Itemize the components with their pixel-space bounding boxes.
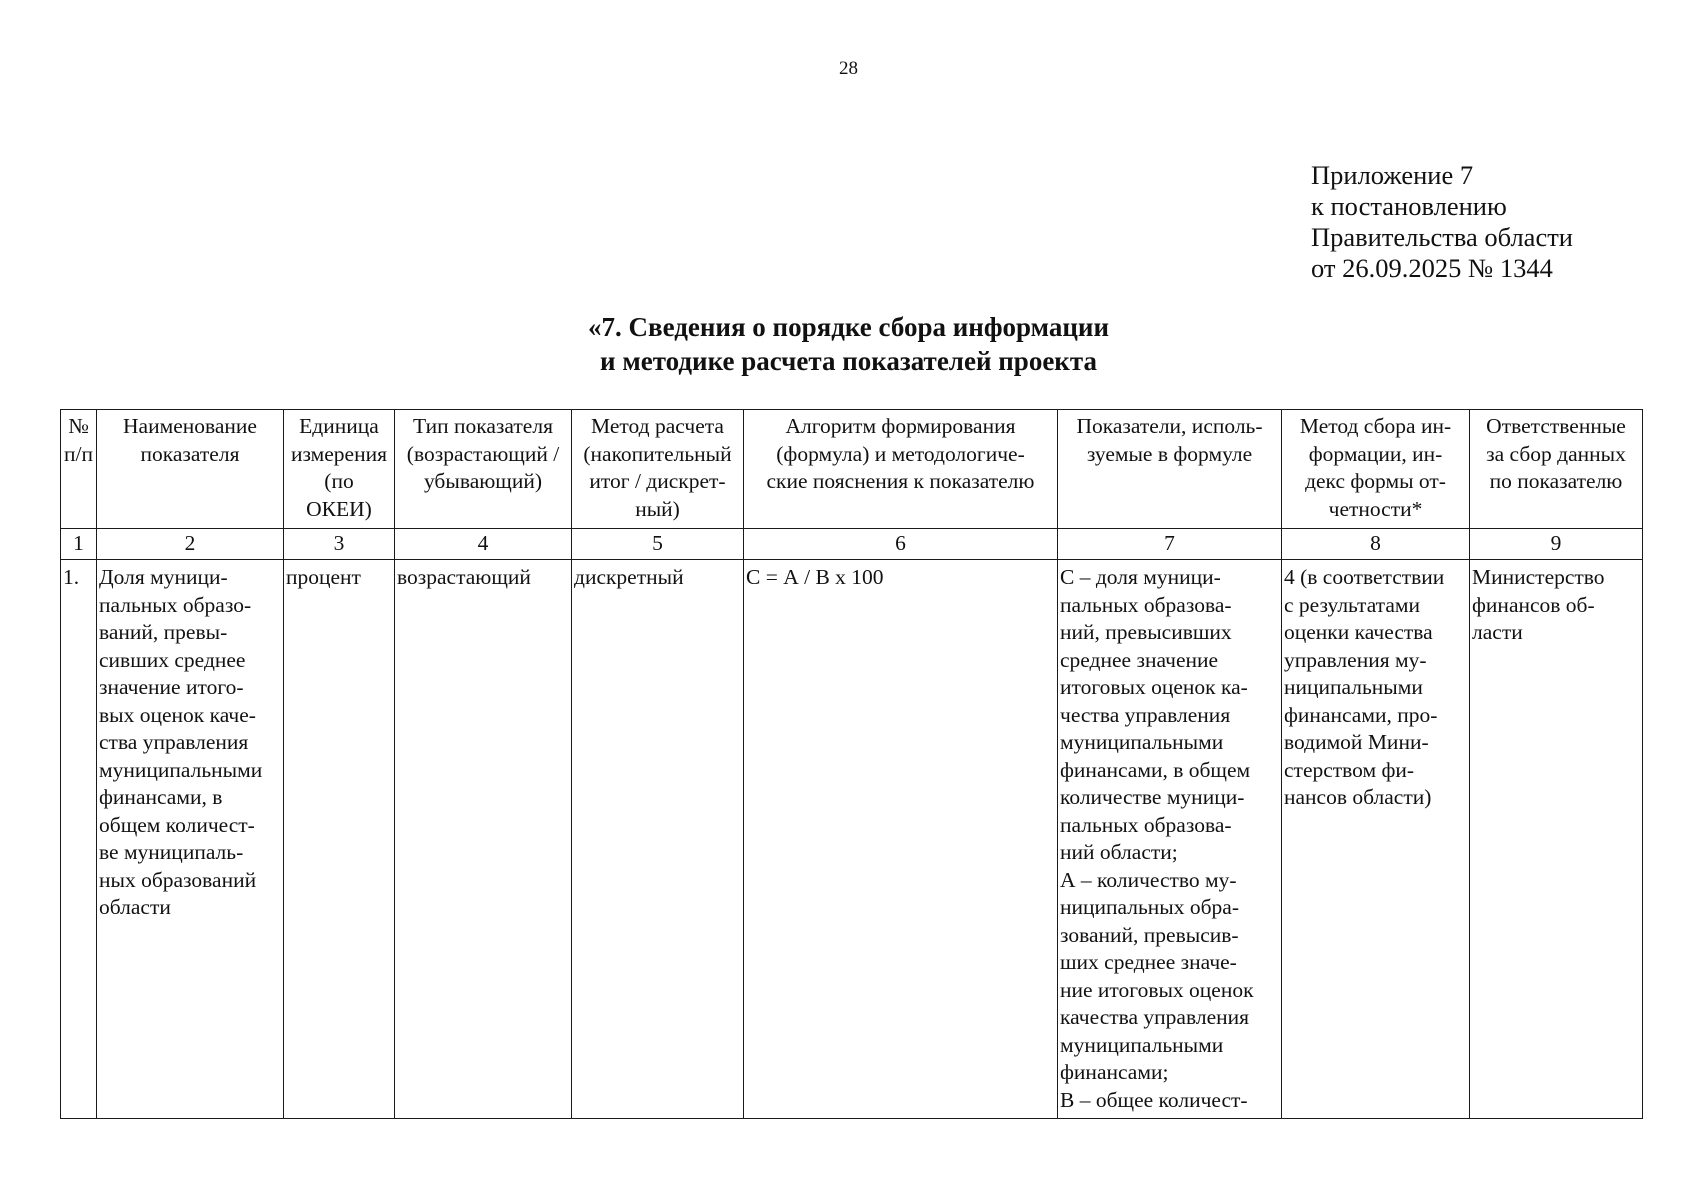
column-header-line: Ответственные bbox=[1486, 414, 1626, 438]
cell-line: процент bbox=[286, 565, 361, 589]
cell-line: значение итого- bbox=[99, 675, 244, 699]
cell-line: управления му- bbox=[1284, 647, 1427, 672]
appendix-line: от 26.09.2025 № 1344 bbox=[1311, 253, 1553, 283]
column-header-line: № bbox=[68, 414, 89, 438]
column-number: 4 bbox=[395, 529, 572, 560]
column-number: 3 bbox=[284, 529, 395, 560]
column-number: 8 bbox=[1282, 529, 1470, 560]
column-number: 9 bbox=[1470, 529, 1643, 560]
cell-formula bbox=[744, 560, 1058, 1119]
column-number: 6 bbox=[744, 529, 1058, 560]
column-header bbox=[395, 410, 572, 529]
cell-line: пальных образова- bbox=[1060, 812, 1232, 837]
appendix-line: к постановлению bbox=[1311, 191, 1507, 221]
column-header-line: п/п bbox=[64, 441, 93, 466]
cell-line: финансами; bbox=[1060, 1060, 1169, 1084]
cell-line: 4 (в соответствии bbox=[1284, 565, 1445, 589]
column-header-line: (формула) и методологиче- bbox=[776, 441, 1025, 466]
cell-line: финансами, в bbox=[99, 785, 223, 809]
cell-line: С – доля муници- bbox=[1060, 565, 1221, 589]
column-header-line: итог / дискрет- bbox=[589, 469, 726, 493]
column-header-line: Наименование bbox=[123, 414, 257, 438]
column-header-line: ские пояснения к показателю bbox=[766, 469, 1035, 493]
cell-line: возрастающий bbox=[397, 565, 531, 589]
column-header bbox=[572, 410, 744, 529]
column-header-line: Алгоритм формирования bbox=[785, 414, 1016, 438]
column-number: 7 bbox=[1058, 529, 1282, 560]
column-header-line: (возрастающий / bbox=[406, 441, 560, 466]
column-number: 5 bbox=[572, 529, 744, 560]
appendix-line: Приложение 7 bbox=[1311, 160, 1474, 190]
cell-line: пальных образо- bbox=[99, 592, 252, 617]
column-header-line: показателя bbox=[140, 441, 240, 466]
cell-line: ний области; bbox=[1060, 840, 1178, 864]
column-header bbox=[284, 410, 395, 529]
cell-line: зований, превысив- bbox=[1060, 922, 1239, 947]
table-row bbox=[61, 560, 1643, 1119]
cell-calc-method bbox=[572, 560, 744, 1119]
cell-line: нансов области) bbox=[1284, 785, 1432, 809]
cell-num: 1. bbox=[61, 560, 97, 1119]
cell-line: ве муниципаль- bbox=[99, 840, 244, 864]
column-header-line: (накопительный bbox=[583, 441, 732, 466]
column-header-line: ОКЕИ) bbox=[306, 496, 372, 521]
column-header-line: Показатели, исполь- bbox=[1076, 414, 1263, 438]
cell-indicator-name bbox=[97, 560, 284, 1119]
cell-line: А – количество му- bbox=[1060, 867, 1237, 892]
column-header-line: измерения bbox=[290, 441, 388, 466]
column-header bbox=[1058, 410, 1282, 529]
cell-line: муниципальными bbox=[1060, 730, 1224, 754]
column-number: 2 bbox=[97, 529, 284, 560]
column-header-line: Единица bbox=[299, 414, 379, 438]
column-header-line: по показателю bbox=[1489, 469, 1623, 493]
cell-line: ваний, превы- bbox=[99, 620, 228, 644]
cell-formula-indicators bbox=[1058, 560, 1282, 1119]
cell-line: с результатами bbox=[1284, 592, 1420, 617]
column-number-row bbox=[61, 529, 1643, 560]
cell-line: муниципальными bbox=[1060, 1032, 1224, 1057]
column-header-line: убывающий) bbox=[423, 469, 543, 493]
appendix-block bbox=[1311, 160, 1573, 284]
title-line-2: и методике расчета показателей проекта bbox=[600, 346, 1097, 376]
cell-type bbox=[395, 560, 572, 1119]
cell-line: общем количест- bbox=[99, 812, 255, 837]
cell-line: ние итоговых оценок bbox=[1060, 977, 1254, 1002]
column-header-line: Тип показателя bbox=[413, 414, 553, 438]
cell-line: итоговых оценок ка- bbox=[1060, 675, 1248, 699]
cell-line: чества управления bbox=[1060, 702, 1231, 727]
cell-line: ных образований bbox=[99, 867, 257, 892]
cell-line: финансами, в общем bbox=[1060, 757, 1251, 782]
cell-line: водимой Мини- bbox=[1284, 730, 1429, 754]
cell-line: вых оценок каче- bbox=[99, 702, 256, 727]
cell-unit bbox=[284, 560, 395, 1119]
cell-line: ниципальных обра- bbox=[1060, 895, 1240, 919]
cell-line: среднее значение bbox=[1060, 647, 1219, 672]
column-header-line: Метод расчета bbox=[591, 414, 724, 438]
cell-line: оценки качества bbox=[1284, 620, 1433, 644]
column-header-line: ный) bbox=[635, 496, 680, 521]
column-header bbox=[744, 410, 1058, 529]
cell-line: качества управления bbox=[1060, 1005, 1250, 1029]
cell-line: муниципальными bbox=[99, 757, 263, 782]
cell-line: количестве муници- bbox=[1060, 785, 1245, 809]
cell-line: сивших среднее bbox=[99, 647, 246, 672]
column-header-line: Метод сбора ин- bbox=[1299, 414, 1452, 438]
column-header-line: зуемые в формуле bbox=[1086, 441, 1253, 466]
cell-line: ний, превысивших bbox=[1060, 620, 1232, 644]
column-header-line: за сбор данных bbox=[1486, 441, 1626, 466]
cell-line: дискретный bbox=[574, 565, 684, 589]
cell-line: финансами, про- bbox=[1284, 702, 1438, 727]
document-title bbox=[0, 310, 1697, 378]
table-header-row bbox=[61, 410, 1643, 529]
column-header-line: (по bbox=[324, 469, 354, 493]
cell-line: ниципальными bbox=[1284, 675, 1423, 699]
cell-line: области bbox=[99, 895, 171, 919]
cell-line: пальных образова- bbox=[1060, 592, 1232, 617]
cell-line: ства управления bbox=[99, 730, 249, 754]
cell-line: Министерство bbox=[1472, 565, 1605, 589]
cell-responsible bbox=[1470, 560, 1643, 1119]
cell-collection-method bbox=[1282, 560, 1470, 1119]
column-header bbox=[1282, 410, 1470, 529]
cell-line: финансов об- bbox=[1472, 592, 1595, 617]
cell-line: В – общее количест- bbox=[1060, 1087, 1248, 1112]
cell-line: С = А / В х 100 bbox=[746, 565, 884, 589]
title-line-1: «7. Сведения о порядке сбора информации bbox=[587, 312, 1110, 342]
column-header-line: четности* bbox=[1328, 496, 1423, 521]
indicators-table bbox=[60, 409, 1643, 1119]
cell-line: ласти bbox=[1472, 620, 1523, 644]
cell-line: стерством фи- bbox=[1284, 757, 1415, 782]
cell-line: Доля муници- bbox=[99, 565, 228, 589]
appendix-line: Правительства области bbox=[1311, 222, 1573, 252]
column-header-line: декс формы от- bbox=[1305, 469, 1446, 493]
column-header bbox=[1470, 410, 1643, 529]
page-number: 28 bbox=[839, 58, 858, 79]
column-header bbox=[61, 410, 97, 529]
column-header bbox=[97, 410, 284, 529]
column-number: 1 bbox=[61, 529, 97, 560]
cell-line: ших среднее значе- bbox=[1060, 950, 1237, 974]
column-header-line: формации, ин- bbox=[1308, 441, 1443, 466]
